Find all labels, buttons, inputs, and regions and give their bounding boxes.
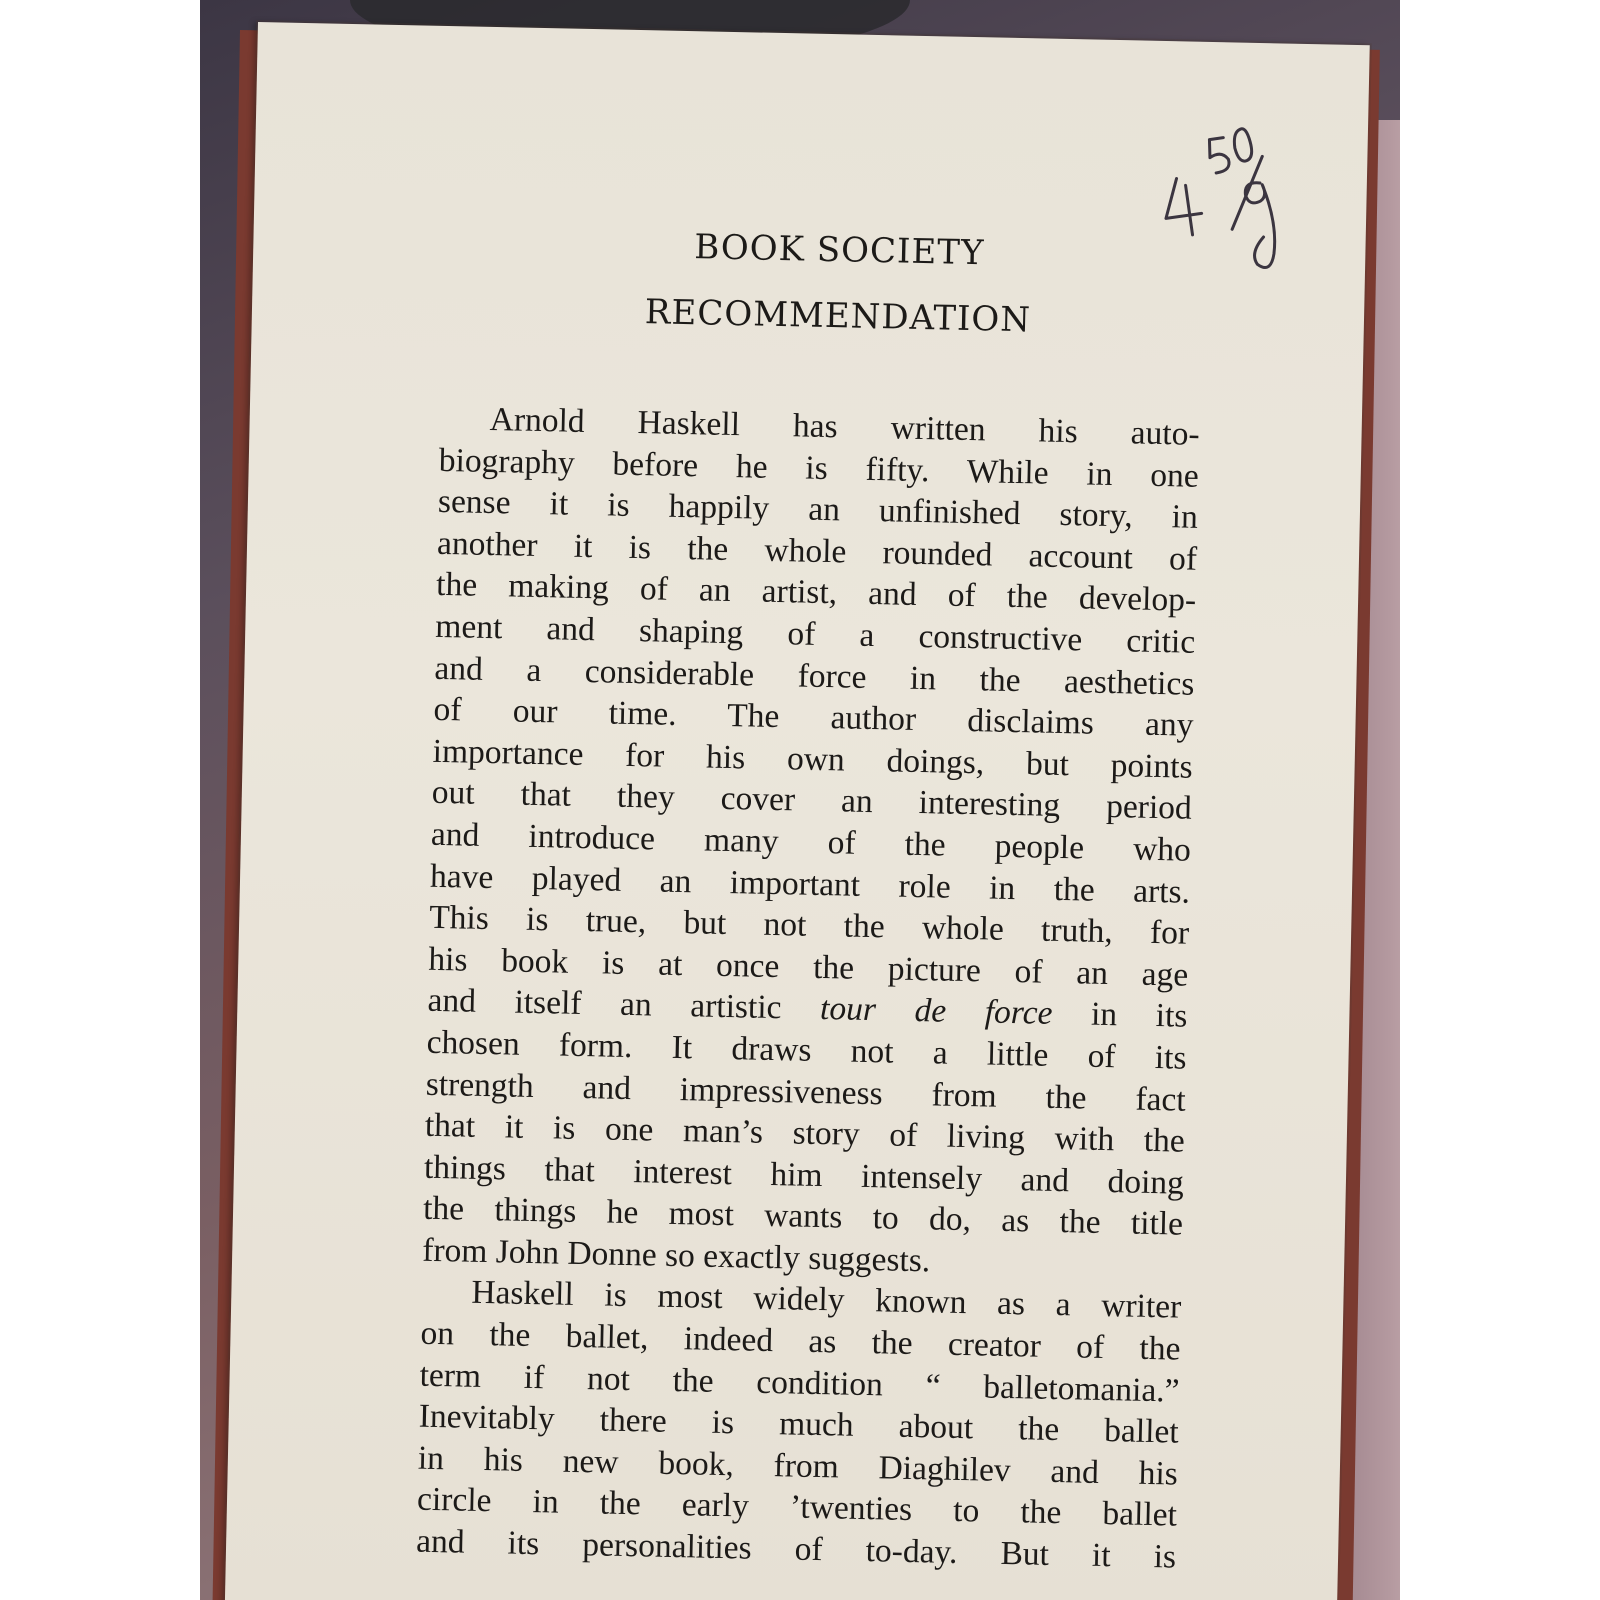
text-line: circle in the early ’twenties to the ballet	[416, 1481, 1178, 1535]
text-line: in his new book, from Diaghilev and his	[417, 1439, 1179, 1493]
italic-phrase: tour de force	[819, 990, 1053, 1033]
text-line: of our time. The author disclaims any	[433, 690, 1194, 744]
text-line: chosen form. It draws not a little of its	[426, 1023, 1187, 1077]
text-line: and a considerable force in the aesthetics	[434, 649, 1195, 703]
text-line: biography before he is fifty. While in one	[438, 441, 1200, 495]
text-line: Arnold Haskell has written his auto-	[489, 400, 1200, 453]
text-line: his book is at once the picture of an age	[428, 940, 1189, 994]
text-line: ment and shaping of a constructive critic	[434, 607, 1196, 661]
text-line: This is true, but not the whole truth, for	[428, 898, 1190, 952]
text-line: and introduce many of the people who	[430, 815, 1192, 869]
blurb-text	[416, 398, 1200, 1578]
text-line: importance for his own doings, but points	[432, 732, 1193, 786]
text-line: term if not the condition “ balletomania.”	[419, 1356, 1180, 1410]
text-line: another it is the whole rounded account of	[436, 524, 1198, 578]
text-line: sense it is happily an unfinished story, in	[437, 483, 1199, 536]
heading-line-1: BOOK SOCIETY	[693, 227, 985, 274]
text-segment: and itself an artistic	[427, 982, 782, 1027]
text-line: the making of an artist, and of the develop-	[435, 566, 1197, 620]
text-line: the things he most wants to do, as the title	[422, 1190, 1184, 1243]
text-line: strength and impressiveness from the fact	[425, 1065, 1187, 1119]
text-line: Haskell is most widely known as a writer	[471, 1274, 1182, 1327]
text-line: on the ballet, indeed as the creator of the	[420, 1314, 1181, 1368]
text-line: things that interest him intensely and doing	[423, 1148, 1185, 1202]
handwritten-price-annotation	[1138, 100, 1312, 299]
text-line: that it is one man’s story of living with the	[424, 1106, 1186, 1160]
heading-line-2: RECOMMENDATION	[644, 292, 1032, 341]
text-line: out that they cover an interesting period	[431, 774, 1193, 828]
text-line: Inevitably there is much about the ballet	[418, 1397, 1180, 1451]
text-line: from John Donne so exactly suggests.	[421, 1231, 931, 1280]
handwritten-price-annotation-drawing	[1138, 100, 1312, 299]
text-line: have played an important role in the arts.	[429, 857, 1191, 911]
text-line: and its personalities of to-day. But it is	[415, 1522, 1177, 1576]
text-segment: in its	[1090, 995, 1188, 1035]
